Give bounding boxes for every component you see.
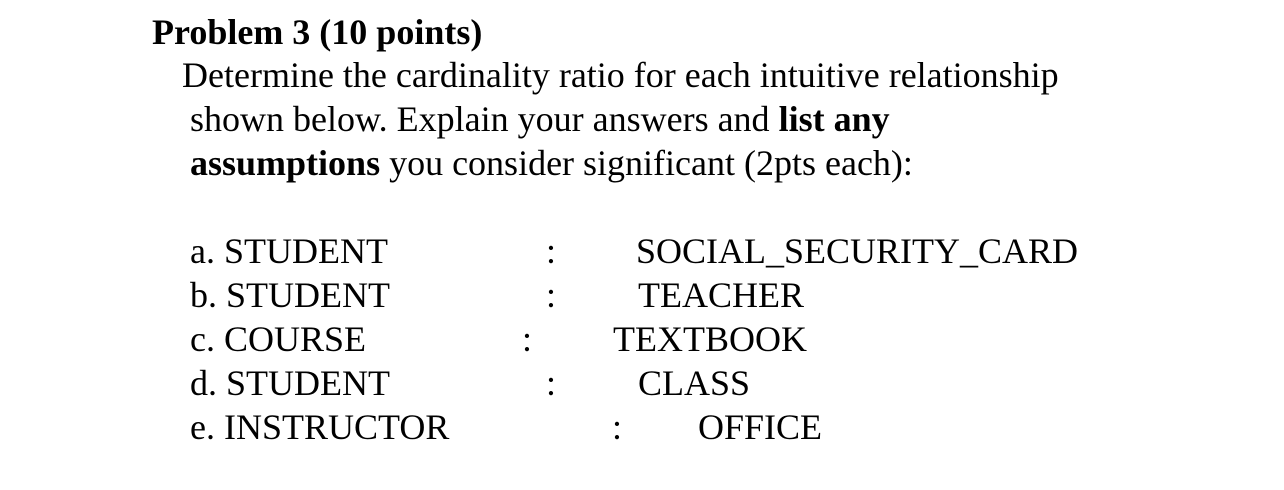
relationship-b-left: b. STUDENT [190,275,390,315]
relationship-c-right: TEXTBOOK [613,319,807,359]
problem-title: Problem 3 (10 points) [152,12,483,52]
relationship-c-separator: : [522,319,533,359]
relationship-a-right: SOCIAL_SECURITY_CARD [636,231,1079,271]
relationship-e-left: e. INSTRUCTOR [190,407,450,447]
relationship-a-left: a. STUDENT [190,231,388,271]
instruction-emphasis: list any [778,99,890,139]
relationship-c-left: c. COURSE [190,319,367,359]
instruction-line-1: Determine the cardinality ratio for each intuitive relationship [182,55,1059,95]
relationship-e-separator: : [612,407,623,447]
relationship-d-separator: : [546,363,557,403]
instruction-text: shown below. Explain your answers and [190,99,779,139]
relationship-b-separator: : [546,275,557,315]
relationship-d-left: d. STUDENT [190,363,390,403]
relationship-d-right: CLASS [638,363,751,403]
instruction-line-3 [190,141,913,185]
relationship-e-right: OFFICE [698,407,823,447]
instruction-line-2 [190,97,890,141]
instruction-emphasis: assumptions [190,143,381,183]
relationship-b-right: TEACHER [638,275,804,315]
instruction-text: you consider significant (2pts each): [380,143,913,183]
relationship-a-separator: : [546,231,557,271]
